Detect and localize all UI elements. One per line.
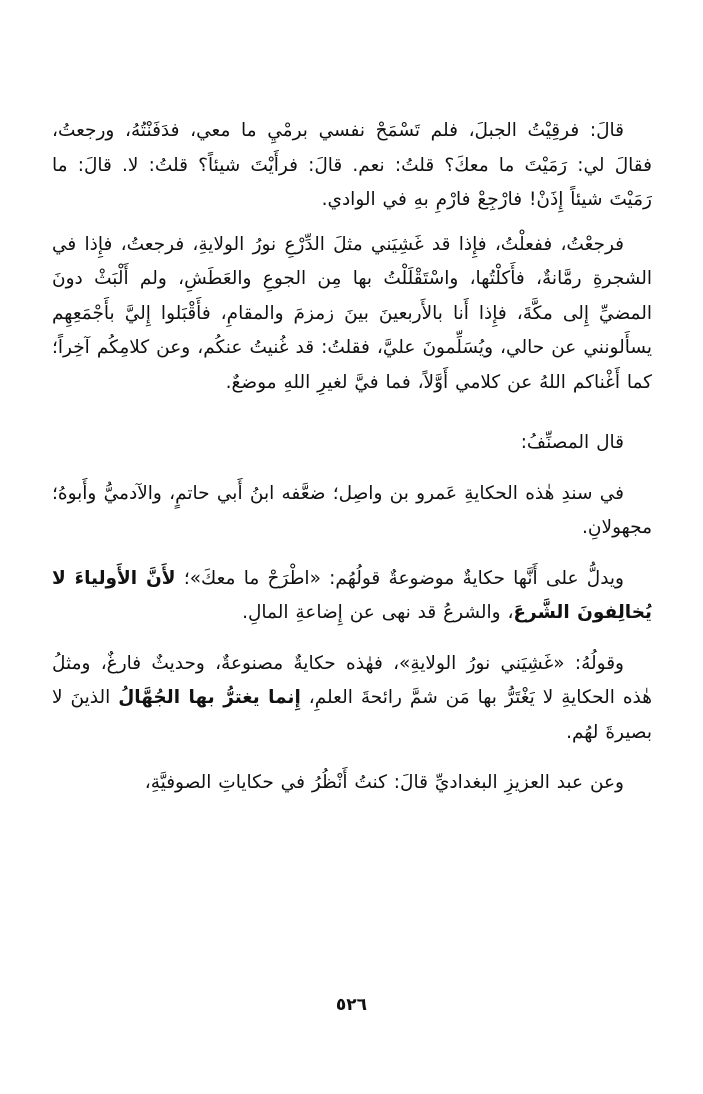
fabricated-tail-text: الذينَ لا بصيرةَ لهُم. (52, 687, 652, 743)
paragraph-mountain: قالَ: فرقِيْتُ الجبلَ، فلم تَسْمَحْ نفسي برمْيِ ما معي، فدَفَنْتُهُ، ورجعتُ، فقالَ لي: رَمَيْتَ ما معكَ؟ قلتُ: نعم. قالَ: فرأَيْتَ شيئاً؟ قلتُ: لا. قالَ: ما رَمَيْتَ شيئاً إِذَنْ! فارْجِعْ فارْمِ بهِ في الوادي. (52, 120, 652, 210)
paragraph-baghdadi: وعن عبد العزيزِ البغداديِّ قالَ: كنتُ أَنْظُرُ في حكاياتِ الصوفيَّةِ، (144, 772, 624, 793)
evidence-text: ويدلُّ على أَنَّها حكايةٌ موضوعةٌ قولُهُم: «اطْرَحْ ما معكَ»؛ (175, 567, 624, 589)
page-number: ٥٢٦ (335, 995, 368, 1015)
fabricated-bold-text: إِنما يغترُّ بها الجُهَّالُ (118, 687, 301, 708)
paragraph-return: فرجعْتُ، ففعلْتُ، فإِذا قد غَشِيَني مثلَ الدِّرْعِ نورُ الولايةِ، فرجعتُ، فإِذا في الشجرةِ رمَّانةٌ، فأَكلْتُها، واسْتَقْلَلْتُ بها مِن الجوعِ والعَطَشِ، ولم أَلْبَثْ دونَ المضيِّ إِلى مكَّةَ، فإِذا أَنا بالأَربعينَ بينَ زمزمَ والمقامِ، فأَقْبَلوا إِليَّ بأَجْمَعِهِم يسأَلونني عن حالي، ويُسَلِّمونَ عليَّ، فقلتُ: قد غُنيتُ عنكُم، وعن كلامِكُم آخِراً؛ كما أَغْناكم اللهُ عن كلامي أَوَّلاً، فما فيَّ لغيرِ اللهِ موضعٌ. (52, 233, 652, 393)
paragraph-fabricated (52, 647, 652, 751)
paragraph-evidence (52, 562, 652, 631)
paragraph-isnad: في سندِ هٰذه الحكايةِ عَمرو بن واصِل؛ ضعَّفه ابنُ أَبي حاتمٍ، والآدميُّ وأَبوهُ؛ مجهولانِ. (52, 482, 652, 538)
author-heading: قال المصنِّفُ: (520, 432, 624, 453)
evidence-bold-text: لأَنَّ الأَولياءَ لا يُخالِفونَ الشَّرعَ (52, 567, 652, 623)
evidence-tail-text: ، والشرعُ قد نهى عن إِضاعةِ المالِ. (242, 602, 514, 623)
fabricated-text: وقولُهُ: «غَشِيَني نورُ الولايةِ»، فهٰذه حكايةٌ مصنوعةٌ، وحديثٌ فارغٌ، ومثلُ هٰذه الحكايةِ لا يَغْتَرُّ بها مَن شمَّ رائحةَ العلمِ، (52, 652, 653, 708)
page-body (52, 114, 652, 801)
